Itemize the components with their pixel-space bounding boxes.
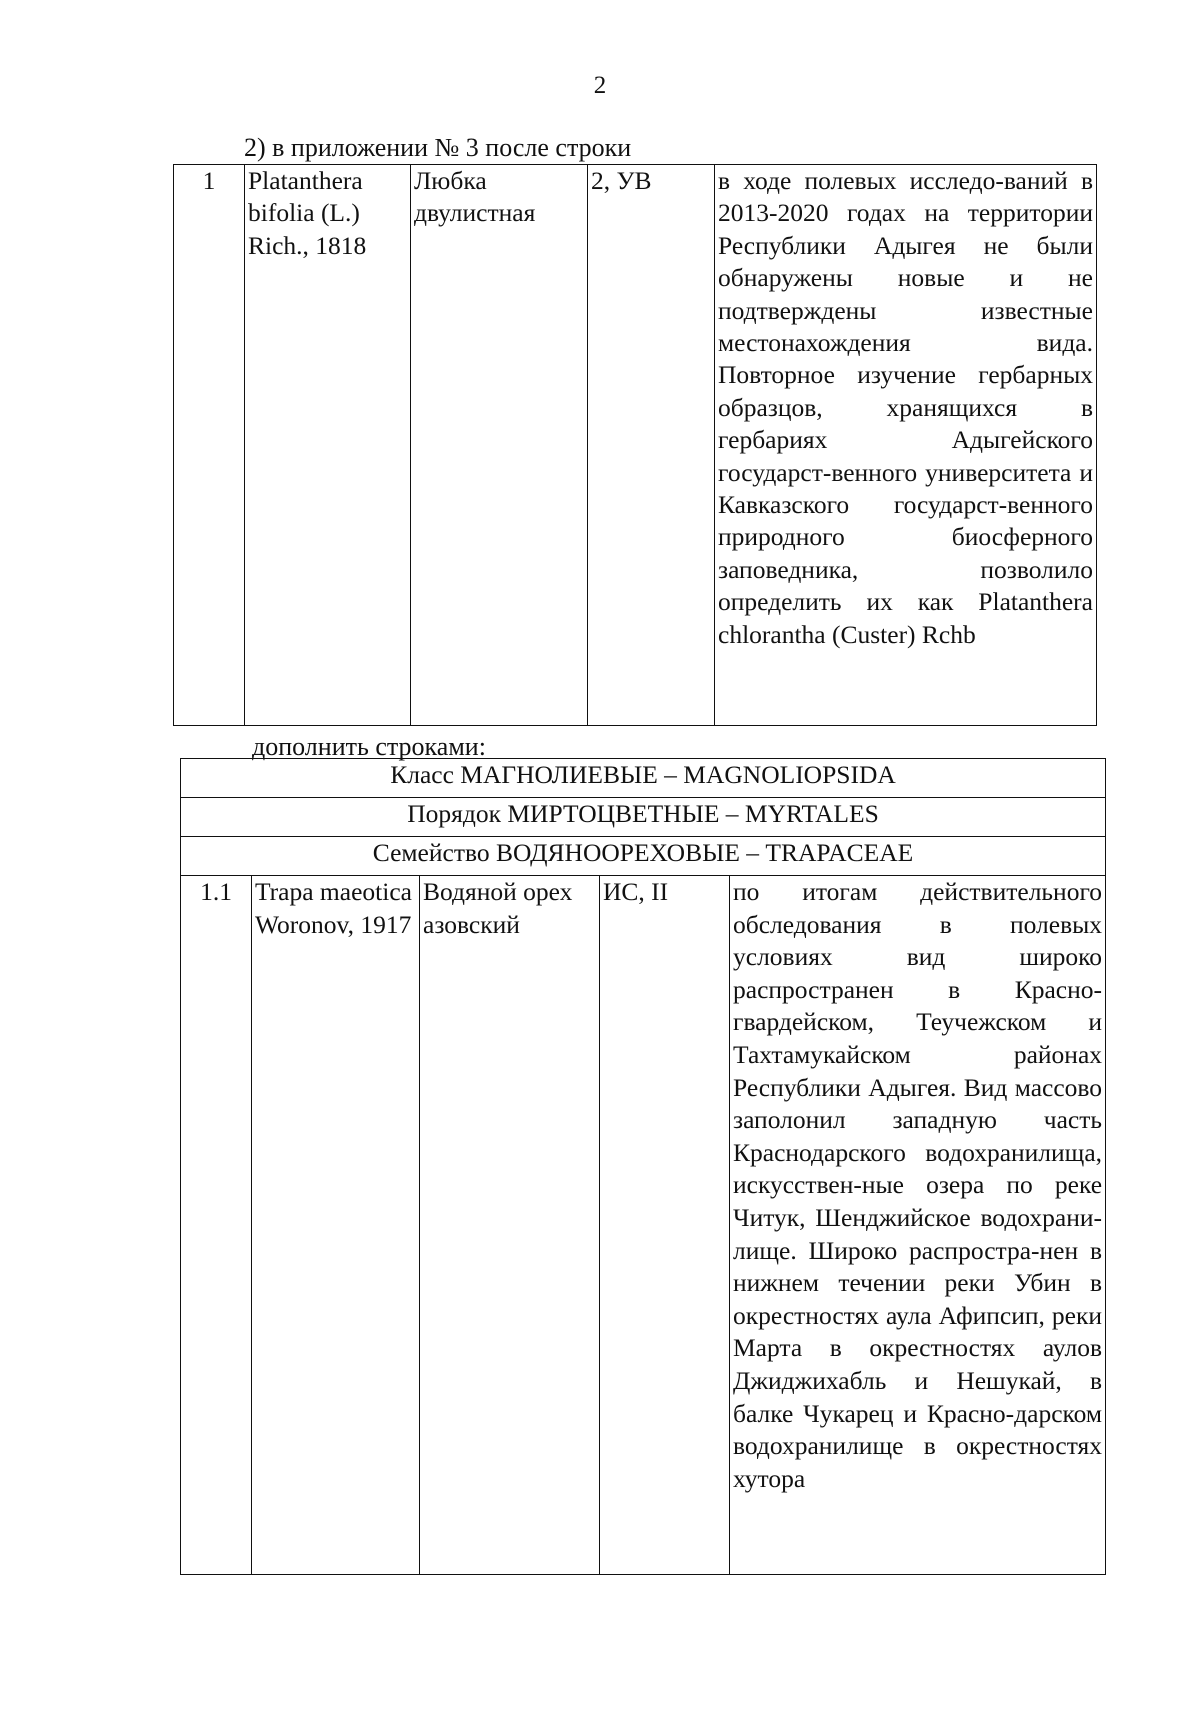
note-cell: в ходе полевых исследо-ваний в 2013-2020 годах на территории Республики Адыгея не были обнаружены новые и не подтверждены известные местонахождения вида. Повторное изучение гербарных образцов, хранящихся в гербариях Адыгейского государст-венного университета и Кавказского государст-венного природного биосферного заповедника, позволило определить их как Platanthera chlorantha (Custer) Rchb bbox=[715, 165, 1097, 726]
latin-name-cell: Platanthera bifolia (L.) Rich., 1818 bbox=[245, 165, 411, 726]
latin-name-cell: Trapa maeotica Woronov, 1917 bbox=[252, 876, 420, 1575]
russian-name-cell: Водяной орех азовский bbox=[420, 876, 600, 1575]
species-table-added-rows bbox=[180, 758, 1106, 1575]
category-cell: ИС, II bbox=[600, 876, 730, 1575]
intro-text-after: дополнить строками: bbox=[252, 732, 486, 761]
note-cell: по итогам действительного обследования в полевых условиях вид широко распространен в Красно-гвардейском, Теучежском и Тахтамукайском районах Республики Адыгея. Вид массово заполонил западную часть Краснодарского водохранилища, искусствен-ные озера по реке Читук, Шенджийское водохрани-лище. Широко распростра-нен в нижнем течении реки Убин в окрестностях аула Афипсип, реки Марта в окрестностях аулов Джиджихабль и Нешукай, в балке Чукарец и Красно-дарском водохранилище в окрестностях хутора bbox=[730, 876, 1106, 1575]
category-cell: 2, УВ bbox=[588, 165, 715, 726]
order-heading: Порядок МИРТОЦВЕТНЫЕ – MYRTALES bbox=[181, 798, 1106, 837]
order-heading-row bbox=[181, 798, 1106, 837]
family-heading-row bbox=[181, 837, 1106, 876]
row-number-cell: 1 bbox=[174, 165, 245, 726]
class-heading: Класс МАГНОЛИЕВЫЕ – MAGNOLIOPSIDA bbox=[181, 759, 1106, 798]
family-heading: Семейство ВОДЯНООРЕХОВЫЕ – TRAPACEAE bbox=[181, 837, 1106, 876]
intro-text-before: 2) в приложении № 3 после строки bbox=[244, 133, 632, 162]
class-heading-row bbox=[181, 759, 1106, 798]
russian-name-cell: Любка двулистная bbox=[411, 165, 588, 726]
table-row bbox=[181, 876, 1106, 1575]
species-table-original-row bbox=[173, 164, 1097, 726]
table-row bbox=[174, 165, 1097, 726]
page-number: 2 bbox=[593, 72, 607, 99]
row-number-cell: 1.1 bbox=[181, 876, 252, 1575]
